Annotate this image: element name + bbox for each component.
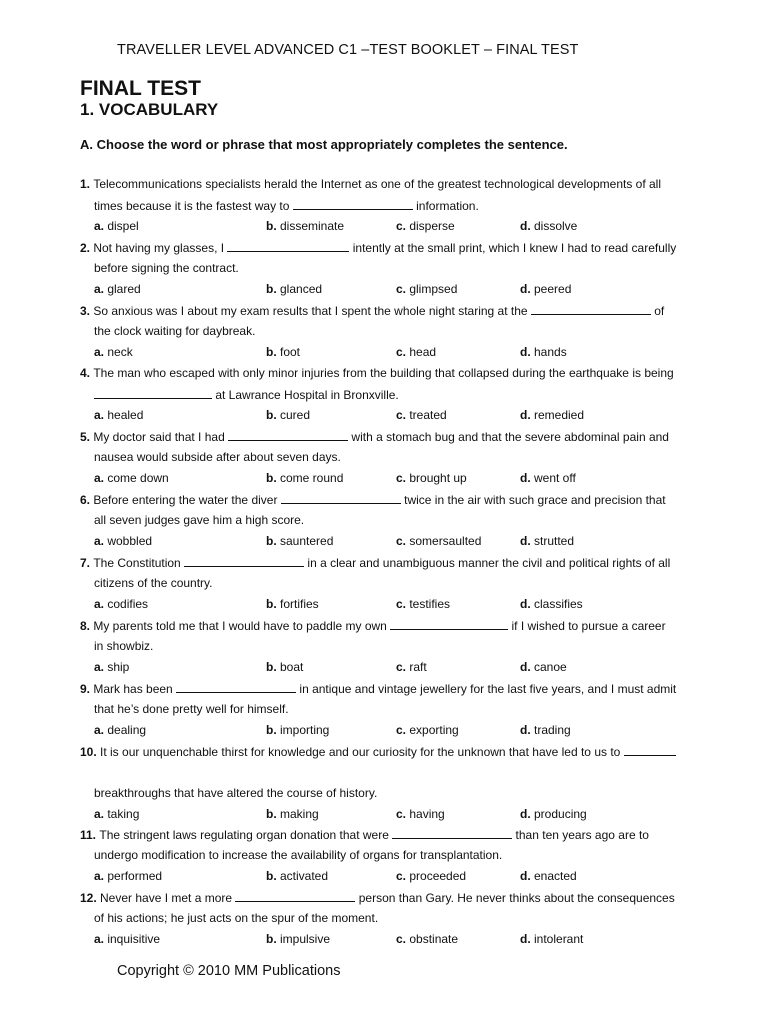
answer-option xyxy=(396,534,481,548)
question-line xyxy=(80,492,666,507)
option-text: remedied xyxy=(534,408,585,422)
option-letter: a. xyxy=(94,282,108,296)
answer-option xyxy=(520,869,577,883)
answer-option xyxy=(266,660,303,674)
answer-option xyxy=(396,408,447,422)
option-letter: c. xyxy=(396,219,410,233)
answer-option xyxy=(266,219,344,233)
answer-blank xyxy=(624,744,676,756)
option-letter: c. xyxy=(396,534,410,548)
option-letter: c. xyxy=(396,408,410,422)
option-text: peered xyxy=(534,282,572,296)
option-text: dissolve xyxy=(534,219,578,233)
option-text: sauntered xyxy=(280,534,334,548)
question-text: with a stomach bug and that the severe abdominal pain and xyxy=(348,430,669,444)
option-text: enacted xyxy=(534,869,577,883)
option-text: ship xyxy=(107,660,130,674)
option-text: inquisitive xyxy=(107,932,161,946)
answer-option xyxy=(520,408,584,422)
option-letter: d. xyxy=(520,219,534,233)
question-line xyxy=(94,786,377,800)
question-number: 1. xyxy=(80,177,94,191)
question-number: 12. xyxy=(80,891,101,905)
answer-option xyxy=(94,534,152,548)
option-text: disperse xyxy=(409,219,455,233)
option-text: fortifies xyxy=(280,597,319,611)
option-text: foot xyxy=(280,345,301,359)
option-letter: a. xyxy=(94,660,108,674)
option-letter: d. xyxy=(520,408,534,422)
option-text: head xyxy=(409,345,437,359)
option-letter: a. xyxy=(94,807,108,821)
option-letter: b. xyxy=(266,597,280,611)
answer-option xyxy=(520,282,571,296)
answer-option xyxy=(266,282,322,296)
option-text: wobbled xyxy=(107,534,153,548)
option-letter: a. xyxy=(94,869,108,883)
question-text: Never have I met a more xyxy=(100,891,236,905)
option-text: exporting xyxy=(409,723,459,737)
answer-option xyxy=(520,723,571,737)
option-letter: b. xyxy=(266,534,280,548)
option-letter: c. xyxy=(396,282,410,296)
answer-option xyxy=(520,345,567,359)
page-header: TRAVELLER LEVEL ADVANCED C1 –TEST BOOKLET – FINAL TEST xyxy=(117,42,579,58)
option-text: come round xyxy=(280,471,344,485)
answer-option xyxy=(396,807,445,821)
question-text: that he’s done pretty well for himself. xyxy=(94,702,289,716)
answer-option xyxy=(94,219,139,233)
answer-option xyxy=(396,219,455,233)
question-number: 2. xyxy=(80,241,94,255)
option-letter: d. xyxy=(520,345,534,359)
question-line xyxy=(80,618,666,633)
question-text: twice in the air with such grace and precision that xyxy=(400,493,666,507)
answer-blank xyxy=(392,827,512,839)
option-text: having xyxy=(409,807,445,821)
question-line xyxy=(80,303,664,318)
answer-option xyxy=(396,869,466,883)
question-line xyxy=(80,827,649,842)
option-text: canoe xyxy=(534,660,567,674)
option-letter: b. xyxy=(266,660,280,674)
option-letter: a. xyxy=(94,723,108,737)
page-title: FINAL TEST xyxy=(80,77,201,100)
question-line xyxy=(94,450,341,464)
answer-blank xyxy=(235,890,355,902)
option-text: neck xyxy=(107,345,133,359)
option-letter: b. xyxy=(266,932,280,946)
option-text: dealing xyxy=(107,723,147,737)
answer-blank xyxy=(184,555,304,567)
question-line xyxy=(94,324,255,338)
answer-option xyxy=(520,219,577,233)
question-text: Telecommunications specialists herald the Internet as one of the greatest technological developments of all xyxy=(93,177,662,191)
question-line xyxy=(80,177,661,191)
answer-blank xyxy=(227,240,349,252)
option-text: boat xyxy=(280,660,304,674)
answer-blank xyxy=(390,618,508,630)
answer-option xyxy=(396,282,457,296)
answer-option xyxy=(266,408,310,422)
option-text: activated xyxy=(280,869,329,883)
question-line xyxy=(94,848,502,862)
answer-option xyxy=(520,660,567,674)
option-letter: d. xyxy=(520,534,534,548)
option-letter: c. xyxy=(396,471,410,485)
question-text: of xyxy=(650,304,665,318)
option-letter: a. xyxy=(94,471,108,485)
option-text: glared xyxy=(107,282,141,296)
question-line xyxy=(80,890,675,905)
option-text: come down xyxy=(107,471,169,485)
question-text: The Constitution xyxy=(93,556,185,570)
answer-option xyxy=(94,660,129,674)
option-text: somersaulted xyxy=(409,534,482,548)
option-text: impulsive xyxy=(280,932,331,946)
option-letter: d. xyxy=(520,723,534,737)
option-text: raft xyxy=(409,660,427,674)
option-text: obstinate xyxy=(409,932,459,946)
option-text: glanced xyxy=(280,282,323,296)
option-letter: a. xyxy=(94,932,108,946)
question-number: 8. xyxy=(80,619,94,633)
question-line xyxy=(80,240,676,255)
question-text: in a clear and unambiguous manner the civil and political rights of all xyxy=(304,556,671,570)
answer-option xyxy=(396,723,459,737)
option-text: dispel xyxy=(107,219,139,233)
question-text: Not having my glasses, I xyxy=(93,241,228,255)
question-text: The stringent laws regulating organ donation that were xyxy=(99,828,393,842)
question-text: My doctor said that I had xyxy=(93,430,229,444)
question-text: information. xyxy=(412,199,479,213)
answer-option xyxy=(396,471,467,485)
answer-option xyxy=(94,807,139,821)
answer-blank xyxy=(228,429,348,441)
answer-option xyxy=(520,932,583,946)
question-text: Mark has been xyxy=(93,682,177,696)
question-text: citizens of the country. xyxy=(94,576,213,590)
option-letter: b. xyxy=(266,807,280,821)
question-number: 10. xyxy=(80,745,101,759)
option-letter: d. xyxy=(520,597,534,611)
answer-option xyxy=(520,534,574,548)
option-text: disseminate xyxy=(280,219,345,233)
answer-option xyxy=(94,723,146,737)
answer-option xyxy=(266,345,300,359)
option-letter: c. xyxy=(396,932,410,946)
option-letter: c. xyxy=(396,660,410,674)
instruction-text: A. Choose the word or phrase that most appropriately completes the sentence. xyxy=(80,137,568,152)
answer-option xyxy=(94,282,141,296)
question-text: of his actions; he just acts on the spur of the moment. xyxy=(94,911,379,925)
question-number: 5. xyxy=(80,430,94,444)
question-line xyxy=(94,576,213,590)
question-line xyxy=(80,744,676,759)
option-text: brought up xyxy=(409,471,467,485)
question-text: The man who escaped with only minor injuries from the building that collapsed during the earthquake is being xyxy=(93,366,674,380)
question-text: the clock waiting for daybreak. xyxy=(94,324,256,338)
answer-blank xyxy=(281,492,401,504)
answer-option xyxy=(266,597,319,611)
option-letter: d. xyxy=(520,282,534,296)
option-text: cured xyxy=(280,408,311,422)
question-line xyxy=(94,639,153,653)
question-line xyxy=(94,911,378,925)
answer-option xyxy=(94,408,143,422)
answer-blank xyxy=(94,387,212,399)
question-text: nausea would subside after about seven days. xyxy=(94,450,341,464)
option-letter: d. xyxy=(520,471,534,485)
option-letter: b. xyxy=(266,723,280,737)
option-text: treated xyxy=(409,408,447,422)
option-letter: b. xyxy=(266,869,280,883)
option-letter: c. xyxy=(396,345,410,359)
question-text: if I wished to pursue a career xyxy=(508,619,666,633)
question-text: at Lawrance Hospital in Bronxville. xyxy=(212,388,399,402)
option-letter: d. xyxy=(520,932,534,946)
option-text: classifies xyxy=(534,597,583,611)
answer-option xyxy=(396,932,458,946)
option-text: producing xyxy=(534,807,587,821)
answer-blank xyxy=(531,303,651,315)
copyright-footer: Copyright © 2010 MM Publications xyxy=(117,963,341,979)
answer-blank xyxy=(293,198,413,210)
question-line xyxy=(80,681,676,696)
question-line xyxy=(94,513,304,527)
option-text: healed xyxy=(107,408,144,422)
answer-option xyxy=(396,345,436,359)
question-text: My parents told me that I would have to paddle my own xyxy=(93,619,391,633)
answer-option xyxy=(94,597,148,611)
option-letter: c. xyxy=(396,869,410,883)
question-line xyxy=(94,387,399,402)
question-text: undergo modification to increase the availability of organs for transplantation. xyxy=(94,848,503,862)
option-text: intolerant xyxy=(534,932,584,946)
option-text: importing xyxy=(280,723,330,737)
option-letter: a. xyxy=(94,345,108,359)
answer-blank xyxy=(176,681,296,693)
question-line xyxy=(94,702,289,716)
question-text: Before entering the water the diver xyxy=(93,493,281,507)
question-line xyxy=(94,198,479,213)
section-title: 1. VOCABULARY xyxy=(80,100,219,119)
answer-option xyxy=(94,471,169,485)
question-line xyxy=(80,429,669,444)
question-number: 6. xyxy=(80,493,94,507)
option-text: taking xyxy=(107,807,140,821)
question-line xyxy=(80,366,674,380)
option-text: hands xyxy=(534,345,567,359)
answer-option xyxy=(94,345,133,359)
option-letter: a. xyxy=(94,219,108,233)
option-letter: b. xyxy=(266,219,280,233)
option-text: glimpsed xyxy=(409,282,458,296)
answer-option xyxy=(396,660,427,674)
question-text: So anxious was I about my exam results that I spent the whole night staring at the xyxy=(93,304,531,318)
option-letter: b. xyxy=(266,345,280,359)
question-text: times because it is the fastest way to xyxy=(94,199,293,213)
option-letter: c. xyxy=(396,723,410,737)
question-number: 4. xyxy=(80,366,94,380)
question-line xyxy=(80,555,670,570)
option-text: performed xyxy=(107,869,163,883)
question-text: in antique and vintage jewellery for the last five years, and I must admit xyxy=(296,682,677,696)
option-letter: d. xyxy=(520,807,534,821)
question-text: in showbiz. xyxy=(94,639,154,653)
option-letter: c. xyxy=(396,597,410,611)
option-text: making xyxy=(280,807,319,821)
option-text: trading xyxy=(534,723,571,737)
question-text: person than Gary. He never thinks about the consequences xyxy=(355,891,675,905)
option-letter: a. xyxy=(94,534,108,548)
question-number: 3. xyxy=(80,304,94,318)
question-number: 9. xyxy=(80,682,94,696)
question-text: than ten years ago are to xyxy=(512,828,649,842)
option-letter: b. xyxy=(266,408,280,422)
question-text: intently at the small print, which I knew I had to read carefully xyxy=(349,241,677,255)
option-text: codifies xyxy=(107,597,149,611)
answer-option xyxy=(520,471,576,485)
option-text: went off xyxy=(534,471,576,485)
option-letter: c. xyxy=(396,807,410,821)
answer-option xyxy=(94,869,162,883)
question-text: breakthroughs that have altered the course of history. xyxy=(94,786,378,800)
option-letter: a. xyxy=(94,408,108,422)
answer-option xyxy=(520,597,583,611)
answer-option xyxy=(266,932,330,946)
question-text: all seven judges gave him a high score. xyxy=(94,513,305,527)
option-letter: b. xyxy=(266,471,280,485)
answer-option xyxy=(94,932,160,946)
answer-option xyxy=(396,597,450,611)
option-text: testifies xyxy=(409,597,451,611)
option-letter: d. xyxy=(520,660,534,674)
answer-option xyxy=(266,534,333,548)
question-line xyxy=(94,261,239,275)
question-number: 7. xyxy=(80,556,94,570)
answer-option xyxy=(266,723,329,737)
option-letter: b. xyxy=(266,282,280,296)
question-text: It is our unquenchable thirst for knowledge and our curiosity for the unknown that have led to us to xyxy=(100,745,624,759)
option-letter: a. xyxy=(94,597,108,611)
answer-option xyxy=(266,807,319,821)
question-text: before signing the contract. xyxy=(94,261,239,275)
question-number: 11. xyxy=(80,828,100,842)
answer-option xyxy=(520,807,587,821)
answer-option xyxy=(266,471,343,485)
option-text: proceeded xyxy=(409,869,467,883)
answer-option xyxy=(266,869,328,883)
option-text: strutted xyxy=(534,534,575,548)
option-letter: d. xyxy=(520,869,534,883)
